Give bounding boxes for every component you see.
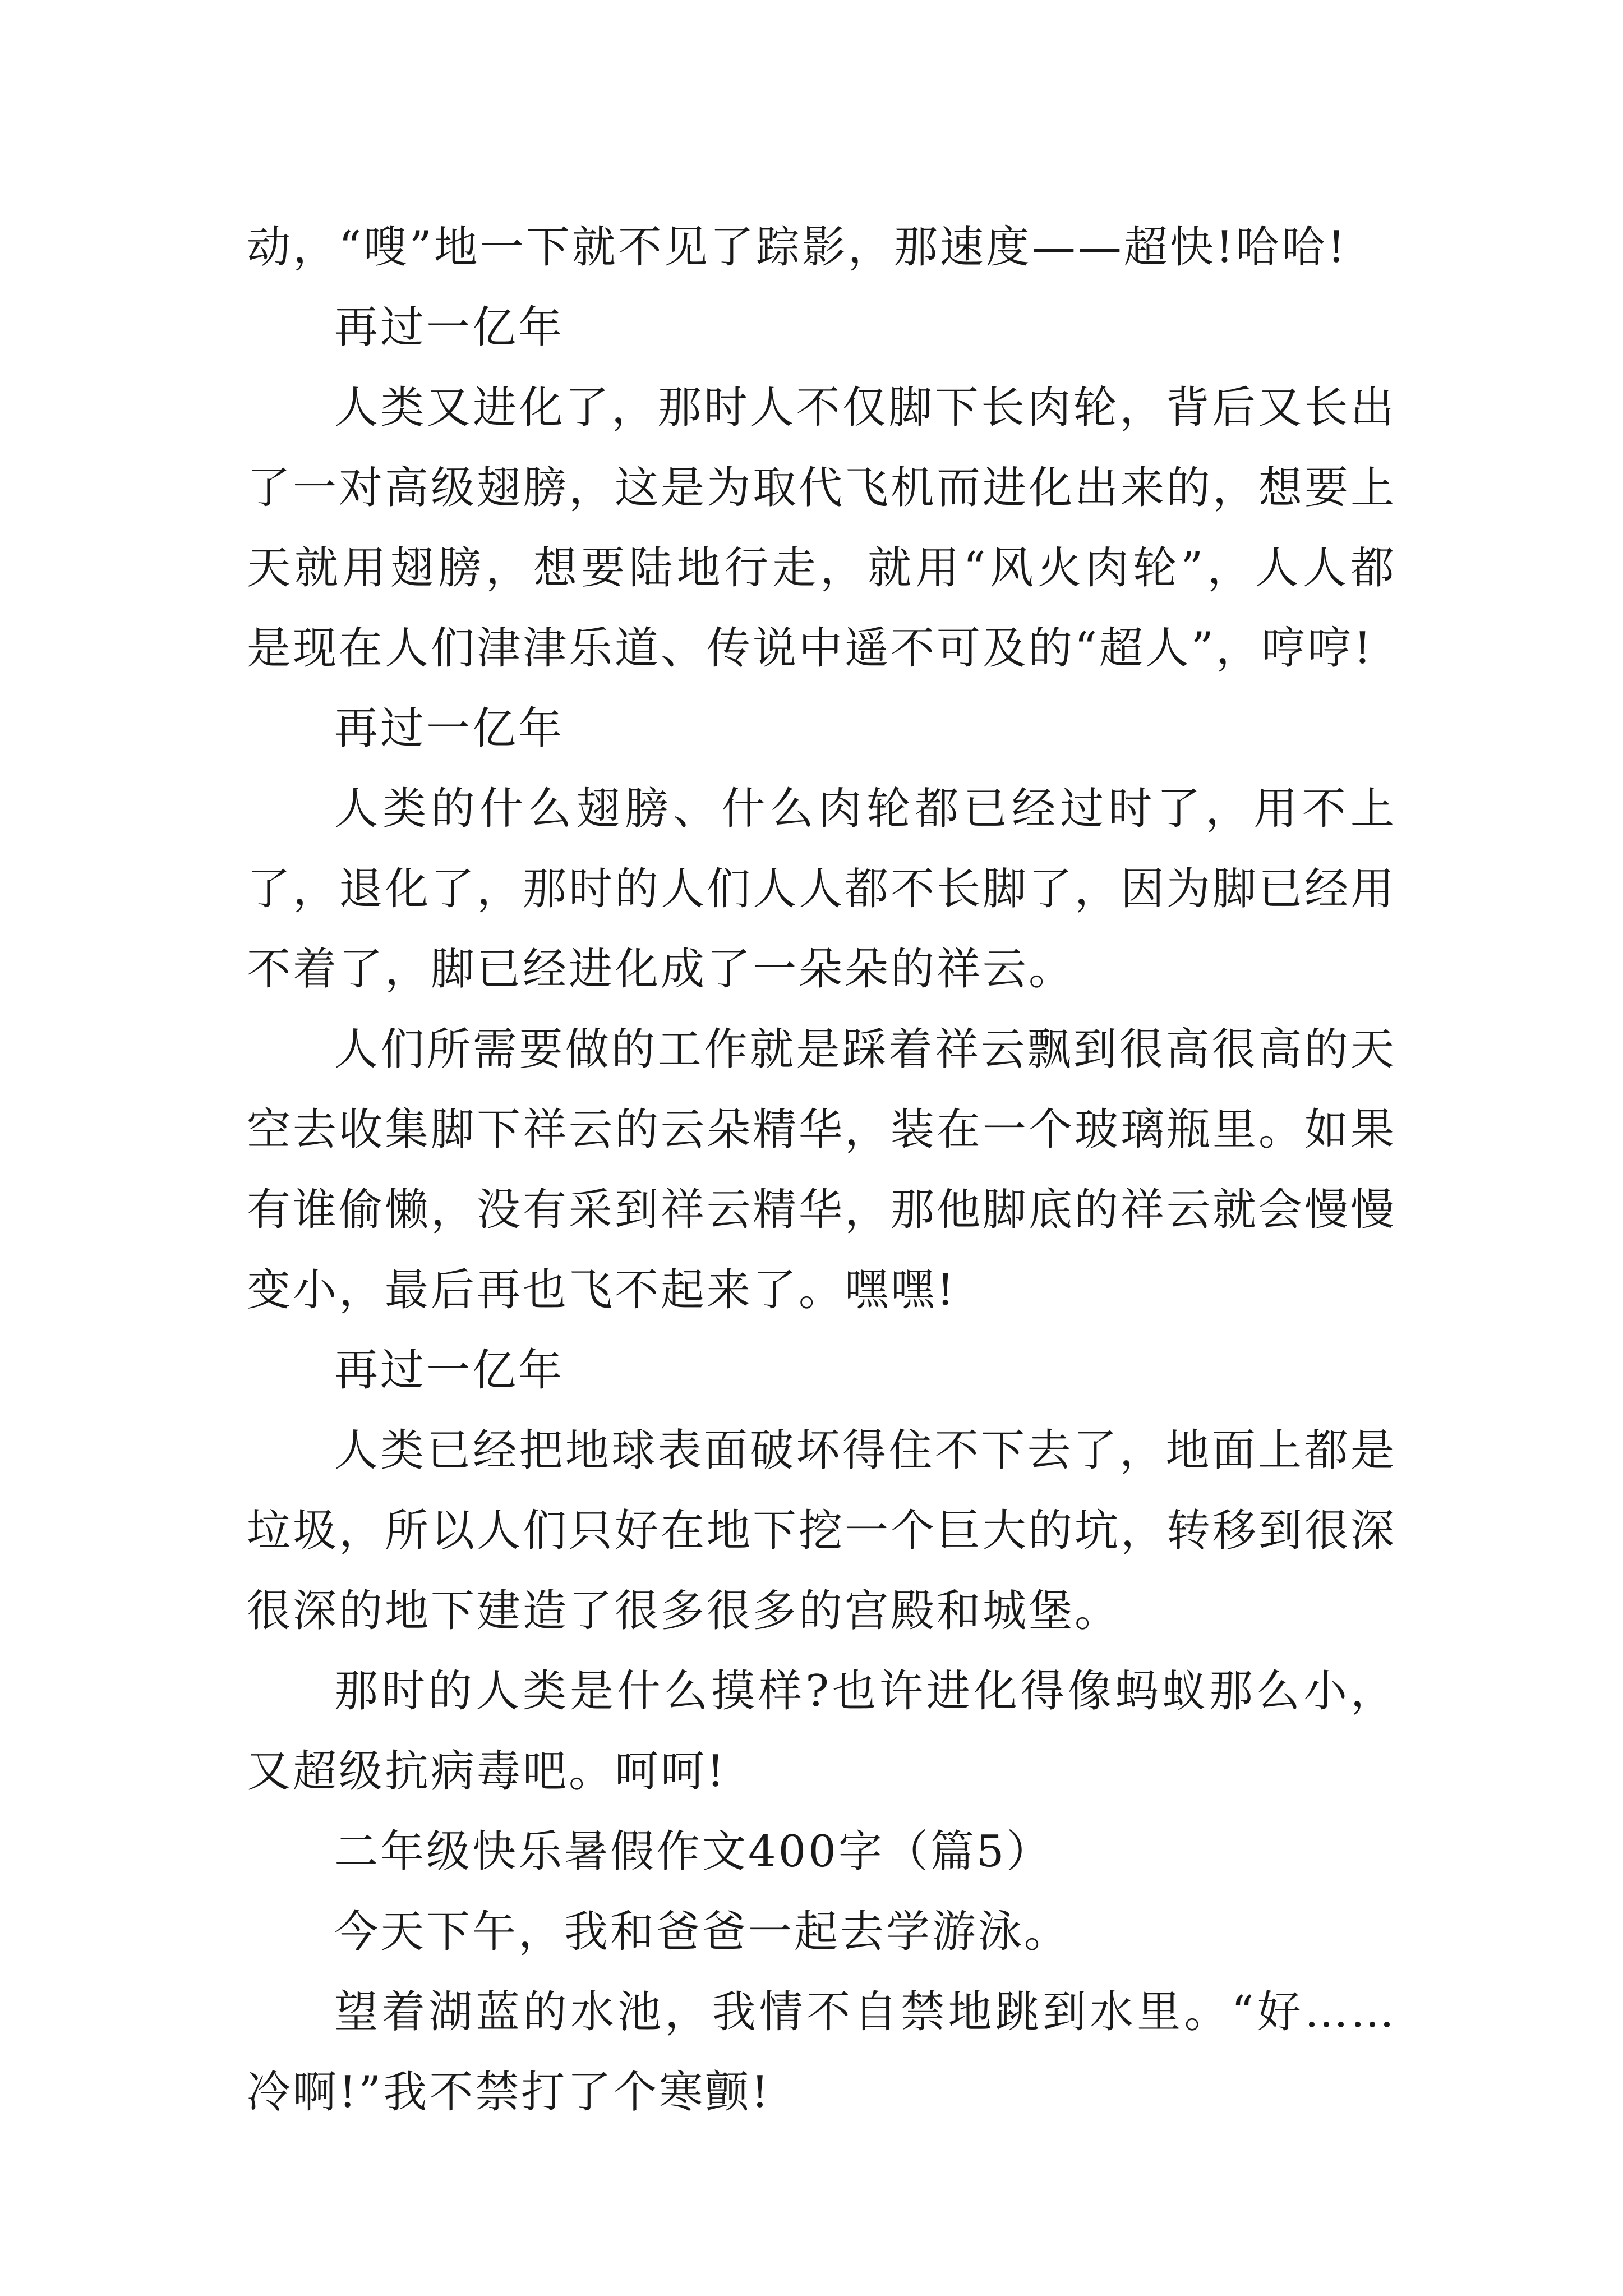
paragraph-continued: 动，“嗖”地一下就不见了踪影，那速度——超快!哈哈! [247, 222, 1348, 273]
paragraph: 人类已经把地球表面破坏得住不下去了，地面上都是垃圾，所以人们只好在地下挖一个巨大的坑，转移到很深很深的地下建造了很多很多的宫殿和城堡。 [247, 1425, 1397, 1636]
paragraph: 那时的人类是什么摸样?也许进化得像蚂蚁那么小，又超级抗病毒吧。呵呵! [247, 1666, 1396, 1797]
paragraph: 人类又进化了，那时人不仅脚下长肉轮，背后又长出了一对高级翅膀，这是为取代飞机而进化出来的，想要上天就用翅膀，想要陆地行走，就用“风火肉轮”，人人都是现在人们津津乐道、传说中遥不可及的“超人”，哼哼! [247, 383, 1397, 674]
paragraph: 人类的什么翅膀、什么肉轮都已经过时了，用不上了，退化了，那时的人们人人都不长脚了，因为脚已经用不着了，脚已经进化成了一朵朵的祥云。 [247, 784, 1397, 995]
section-heading: 再过一亿年 [334, 302, 565, 353]
paragraph: 人们所需要做的工作就是踩着祥云飘到很高很高的天空去收集脚下祥云的云朵精华，装在一个玻璃瓶里。如果有谁偷懒，没有采到祥云精华，那他脚底的祥云就会慢慢变小，最后再也飞不起来了。嘿嘿! [247, 1024, 1397, 1315]
paragraph: 今天下午，我和爸爸一起去学游泳。 [334, 1907, 1071, 1957]
section-heading: 再过一亿年 [334, 703, 565, 754]
document-page [247, 208, 1396, 2133]
section-heading: 再过一亿年 [334, 1345, 565, 1396]
paragraph: 望着湖蓝的水池，我情不自禁地跳到水里。“好……冷啊!”我不禁打了个寒颤! [247, 1987, 1396, 2118]
essay-title: 二年级快乐暑假作文400字（篇5） [334, 1826, 1053, 1877]
